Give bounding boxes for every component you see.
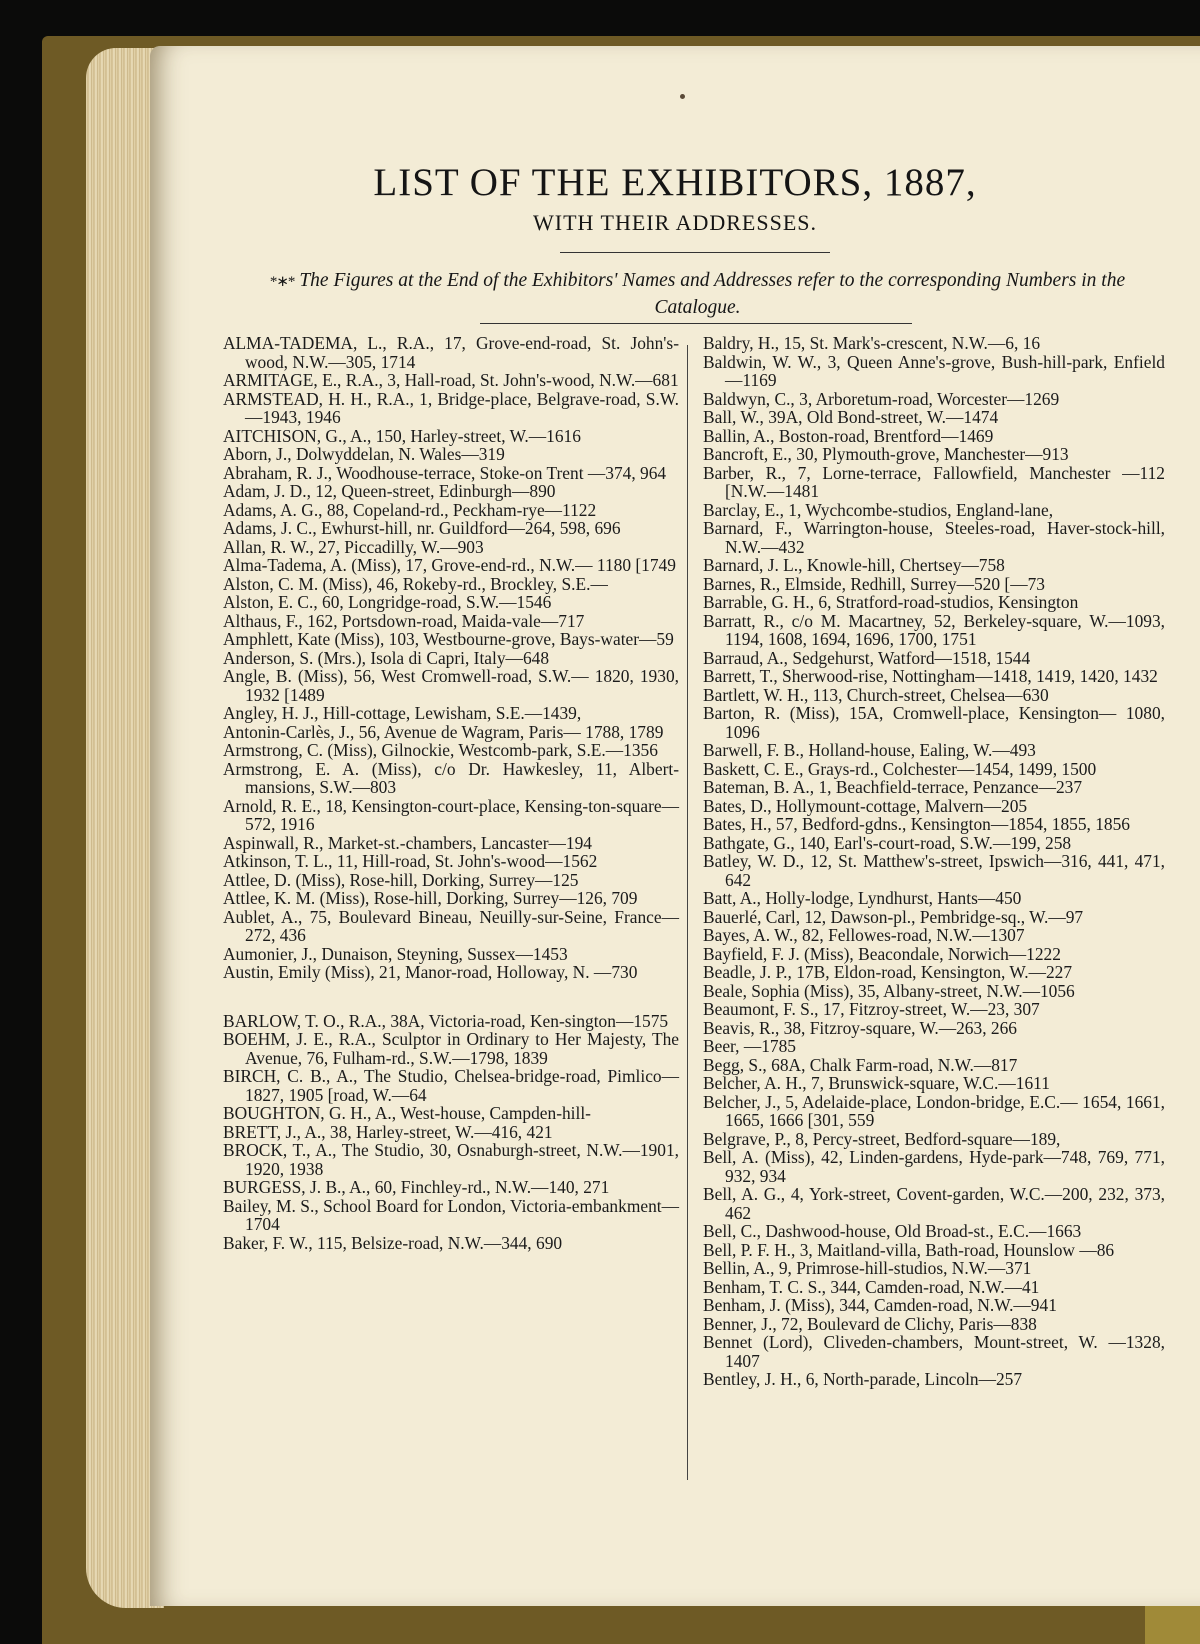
exhibitor-entry: Batt, A., Holly-lodge, Lyndhurst, Hants—450 — [703, 888, 1022, 908]
exhibitor-entry: Althaus, F., 162, Portsdown-road, Maida-vale—717 — [223, 610, 585, 631]
exhibitor-entry: Barwell, F. B., Holland-house, Ealing, W.—493 — [703, 740, 1036, 760]
exhibitor-entry: Bateman, B. A., 1, Beachfield-terrace, Penzance—237 — [703, 777, 1083, 797]
exhibitor-entry: BOEHM, J. E., R.A., Sculptor in Ordinary to Her Majesty, The Avenue, 76, Fulham-rd., S.W.—1798, 1839 — [223, 1029, 679, 1068]
exhibitor-entry: Amphlett, Kate (Miss), 103, Westbourne-grove, Bays-water—59 — [223, 629, 674, 649]
exhibitor-entry: Bell, P. F. H., 3, Maitland-villa, Bath-road, Hounslow —86 — [703, 1239, 1115, 1260]
page-subtitle: WITH THEIR ADDRESSES. — [533, 210, 817, 235]
exhibitor-entry: Bartlett, W. H., 113, Church-street, Chelsea—630 — [703, 684, 1049, 705]
exhibitor-entry: Baldry, H., 15, St. Mark's-crescent, N.W.—6, 16 — [703, 333, 1041, 353]
exhibitor-entry: ALMA-TADEMA, L., R.A., 17, Grove-end-road, St. John's-wood, N.W.—305, 1714 — [223, 333, 679, 372]
exhibitor-entry: Angley, H. J., Hill-cottage, Lewisham, S.E.—1439, — [223, 703, 582, 723]
exhibitor-entry: Bayes, A. W., 82, Fellowes-road, N.W.—1307 — [703, 925, 1025, 945]
exhibitor-entry: BRETT, J., A., 38, Harley-street, W.—416, 421 — [223, 1121, 553, 1142]
exhibitor-entry: Antonin-Carlès, J., 56, Avenue de Wagram, Paris— 1788, 1789 — [223, 721, 664, 742]
exhibitor-entry: Ballin, A., Boston-road, Brentford—1469 — [703, 425, 994, 446]
exhibitor-entry: Belcher, J., 5, Adelaide-place, London-bridge, E.C.— 1654, 1661, 1665, 1666 [301, 559 — [703, 1091, 1165, 1130]
exhibitor-entry: Bentley, J. H., 6, North-parade, Lincoln—257 — [703, 1369, 1023, 1389]
exhibitor-entry: Belcher, A. H., 7, Brunswick-square, W.C.—1611 — [703, 1073, 1050, 1093]
exhibitor-entry: Barclay, E., 1, Wychcombe-studios, England-lane, — [703, 499, 1054, 520]
exhibitor-entry: Aumonier, J., Dunaison, Steyning, Sussex—1453 — [223, 943, 568, 964]
exhibitor-entry: BROCK, T., A., The Studio, 30, Osnaburgh-street, N.W.—1901, 1920, 1938 — [223, 1140, 679, 1179]
exhibitor-entry: Batley, W. D., 12, St. Matthew's-street, Ipswich—316, 441, 471, 642 — [703, 851, 1165, 890]
exhibitor-entry: Adams, A. G., 88, Copeland-rd., Peckham-rye—1122 — [223, 499, 597, 520]
exhibitor-entry: Bathgate, G., 140, Earl's-court-road, S.W.—199, 258 — [703, 832, 1072, 853]
exhibitor-entry: Alston, E. C., 60, Longridge-road, S.W.—1546 — [223, 592, 552, 612]
exhibitor-entry: Beer, —1785 — [703, 1036, 796, 1056]
exhibitor-entry: Anderson, S. (Mrs.), Isola di Capri, Italy—648 — [223, 647, 550, 668]
exhibitor-entry: Bell, A. (Miss), 42, Linden-gardens, Hyde-park—748, 769, 771, 932, 934 — [703, 1147, 1165, 1186]
exhibitor-entry: Barrable, G. H., 6, Stratford-road-studios, Kensington — [703, 592, 1079, 612]
exhibitor-entry: Barton, R. (Miss), 15A, Cromwell-place, Kensington— 1080, 1096 — [703, 703, 1165, 742]
exhibitor-entry: ARMITAGE, E., R.A., 3, Hall-road, St. John's-wood, N.W.—681 — [223, 370, 679, 390]
exhibitor-entry: Bates, H., 57, Bedford-gdns., Kensington—1854, 1855, 1856 — [703, 814, 1131, 834]
exhibitor-entry: Bellin, A., 9, Primrose-hill-studios, N.W.—371 — [703, 1258, 1032, 1278]
exhibitor-entry: BIRCH, C. B., A., The Studio, Chelsea-bridge-road, Pimlico—1827, 1905 [road, W.—64 — [223, 1066, 679, 1105]
exhibitor-entry: Barraud, A., Sedgehurst, Watford—1518, 1544 — [703, 647, 1031, 668]
book-clasp — [1145, 1606, 1200, 1644]
asterism-icon: *∗* — [269, 274, 295, 290]
exhibitor-entry: Alma-Tadema, A. (Miss), 17, Grove-end-rd., N.W.— 1180 [1749 — [223, 555, 676, 575]
exhibitor-entry: Bailey, M. S., School Board for London, Victoria-embankment—1704 — [223, 1195, 679, 1234]
exhibitor-entry: BARLOW, T. O., R.A., 38A, Victoria-road, Ken-sington—1575 — [223, 1010, 669, 1031]
exhibitor-entry: Bell, C., Dashwood-house, Old Broad-st., E.C.—1663 — [703, 1221, 1082, 1241]
exhibitor-entry: Bell, A. G., 4, York-street, Covent-garden, W.C.—200, 232, 373, 462 — [703, 1184, 1165, 1223]
exhibitor-entry: Bayfield, F. J. (Miss), Beacondale, Norwich—1222 — [703, 943, 1061, 964]
exhibitor-entry: Begg, S., 68A, Chalk Farm-road, N.W.—817 — [703, 1054, 1018, 1075]
exhibitor-entry: Attlee, K. M. (Miss), Rose-hill, Dorking, Surrey—126, 709 — [223, 888, 638, 908]
left-column — [223, 334, 679, 1252]
exhibitor-entry: Attlee, D. (Miss), Rose-hill, Dorking, Surrey—125 — [223, 869, 579, 890]
exhibitor-entry: Benham, T. C. S., 344, Camden-road, N.W.—41 — [703, 1276, 1040, 1297]
exhibitor-entry: Beale, Sophia (Miss), 35, Albany-street, N.W.—1056 — [703, 980, 1075, 1001]
exhibitor-entry: BOUGHTON, G. H., A., West-house, Campden-hill- — [223, 1103, 591, 1123]
exhibitor-entry: Barnard, J. L., Knowle-hill, Chertsey—758 — [703, 555, 1005, 575]
exhibitor-entry: Benham, J. (Miss), 344, Camden-road, N.W.—941 — [703, 1295, 1057, 1315]
exhibitor-entry: Adam, J. D., 12, Queen-street, Edinburgh—890 — [223, 481, 556, 501]
exhibitor-entry: Aspinwall, R., Market-st.-chambers, Lancaster—194 — [223, 832, 592, 853]
exhibitor-entry: Aublet, A., 75, Boulevard Bineau, Neuilly-sur-Seine, France—272, 436 — [223, 906, 679, 945]
exhibitor-entry: Arnold, R. E., 18, Kensington-court-place, Kensing-ton-square—572, 1916 — [223, 795, 679, 834]
exhibitor-entry: Aborn, J., Dolwyddelan, N. Wales—319 — [223, 444, 505, 464]
exhibitor-entry: Benner, J., 72, Boulevard de Clichy, Paris—838 — [703, 1313, 1037, 1334]
exhibitor-entry: Beaumont, F. S., 17, Fitzroy-street, W.—23, 307 — [703, 999, 1040, 1019]
title-rule — [560, 252, 830, 253]
exhibitor-entry: Baldwin, W. W., 3, Queen Anne's-grove, Bush-hill-park, Enfield—1169 — [703, 351, 1165, 390]
exhibitor-entry: Abraham, R. J., Woodhouse-terrace, Stoke-on Trent —374, 964 — [223, 462, 667, 483]
exhibitor-entry: Atkinson, T. L., 11, Hill-road, St. John's-wood—1562 — [223, 851, 598, 871]
exhibitor-entry: Angle, B. (Miss), 56, West Cromwell-road, S.W.— 1820, 1930, 1932 [1489 — [223, 666, 679, 705]
exhibitor-entry: Austin, Emily (Miss), 21, Manor-road, Holloway, N. —730 — [223, 962, 638, 982]
exhibitor-entry: Beadle, J. P., 17B, Eldon-road, Kensington, W.—227 — [703, 962, 1073, 982]
exhibitor-entry: Adams, J. C., Ewhurst-hill, nr. Guildford—264, 598, 696 — [223, 518, 621, 538]
column-divider — [687, 345, 688, 1480]
exhibitor-entry: Belgrave, P., 8, Percy-street, Bedford-square—189, — [703, 1128, 1061, 1149]
exhibitor-entry: ARMSTEAD, H. H., R.A., 1, Bridge-place, Belgrave-road, S.W.—1943, 1946 — [223, 388, 679, 427]
exhibitor-entry: Barber, R., 7, Lorne-terrace, Fallowfield, Manchester —112 [N.W.—1481 — [703, 462, 1165, 501]
exhibitor-entry: Armstrong, E. A. (Miss), c/o Dr. Hawkesley, 11, Albert-mansions, S.W.—803 — [223, 758, 679, 797]
exhibitor-entry: Barnes, R., Elmside, Redhill, Surrey—520 [—73 — [703, 573, 1045, 594]
exhibitor-entry: Barnard, F., Warrington-house, Steeles-road, Haver-stock-hill, N.W.—432 — [703, 518, 1165, 557]
exhibitor-entry: Barrett, T., Sherwood-rise, Nottingham—1418, 1419, 1420, 1432 — [703, 666, 1158, 686]
exhibitor-entry: Baskett, C. E., Grays-rd., Colchester—1454, 1499, 1500 — [703, 758, 1097, 779]
exhibitor-entry: BURGESS, J. B., A., 60, Finchley-rd., N.W.—140, 271 — [223, 1177, 610, 1197]
exhibitor-entry: Ball, W., 39A, Old Bond-street, W.—1474 — [703, 407, 999, 427]
note-rule — [480, 323, 912, 324]
exhibitor-entry: Armstrong, C. (Miss), Gilnockie, Westcomb-park, S.E.—1356 — [223, 740, 658, 760]
note-text: The Figures at the End of the Exhibitors' Names and Addresses refer to the corresponding Numbers in the Catalogue. — [299, 270, 1126, 318]
exhibitor-entry: Bates, D., Hollymount-cottage, Malvern—205 — [703, 795, 1028, 816]
exhibitor-entry: Bauerlé, Carl, 12, Dawson-pl., Pembridge-sq., W.—97 — [703, 906, 1084, 927]
page-mark — [680, 94, 685, 99]
page-title: LIST OF THE EXHIBITORS, 1887, — [373, 161, 977, 204]
exhibitor-entry: Baker, F. W., 115, Belsize-road, N.W.—344, 690 — [223, 1232, 563, 1253]
exhibitor-entry: Allan, R. W., 27, Piccadilly, W.—903 — [223, 536, 484, 557]
right-column — [703, 334, 1165, 1389]
exhibitor-entry: Bancroft, E., 30, Plymouth-grove, Manchester—913 — [703, 444, 1069, 464]
exhibitor-entry: AITCHISON, G., A., 150, Harley-street, W.—1616 — [223, 425, 581, 446]
exhibitor-entry: Beavis, R., 38, Fitzroy-square, W.—263, 266 — [703, 1017, 1017, 1038]
catalogue-note — [225, 268, 1170, 320]
exhibitor-entry: Barratt, R., c/o M. Macartney, 52, Berkeley-square, W.—1093, 1194, 1608, 1694, 1696, 1700, 1751 — [703, 610, 1165, 649]
exhibitor-entry: Alston, C. M. (Miss), 46, Rokeby-rd., Brockley, S.E.— — [223, 573, 608, 594]
exhibitor-entry: Baldwyn, C., 3, Arboretum-road, Worcester—1269 — [703, 388, 1060, 409]
exhibitor-entry: Bennet (Lord), Cliveden-chambers, Mount-street, W. —1328, 1407 — [703, 1332, 1165, 1371]
